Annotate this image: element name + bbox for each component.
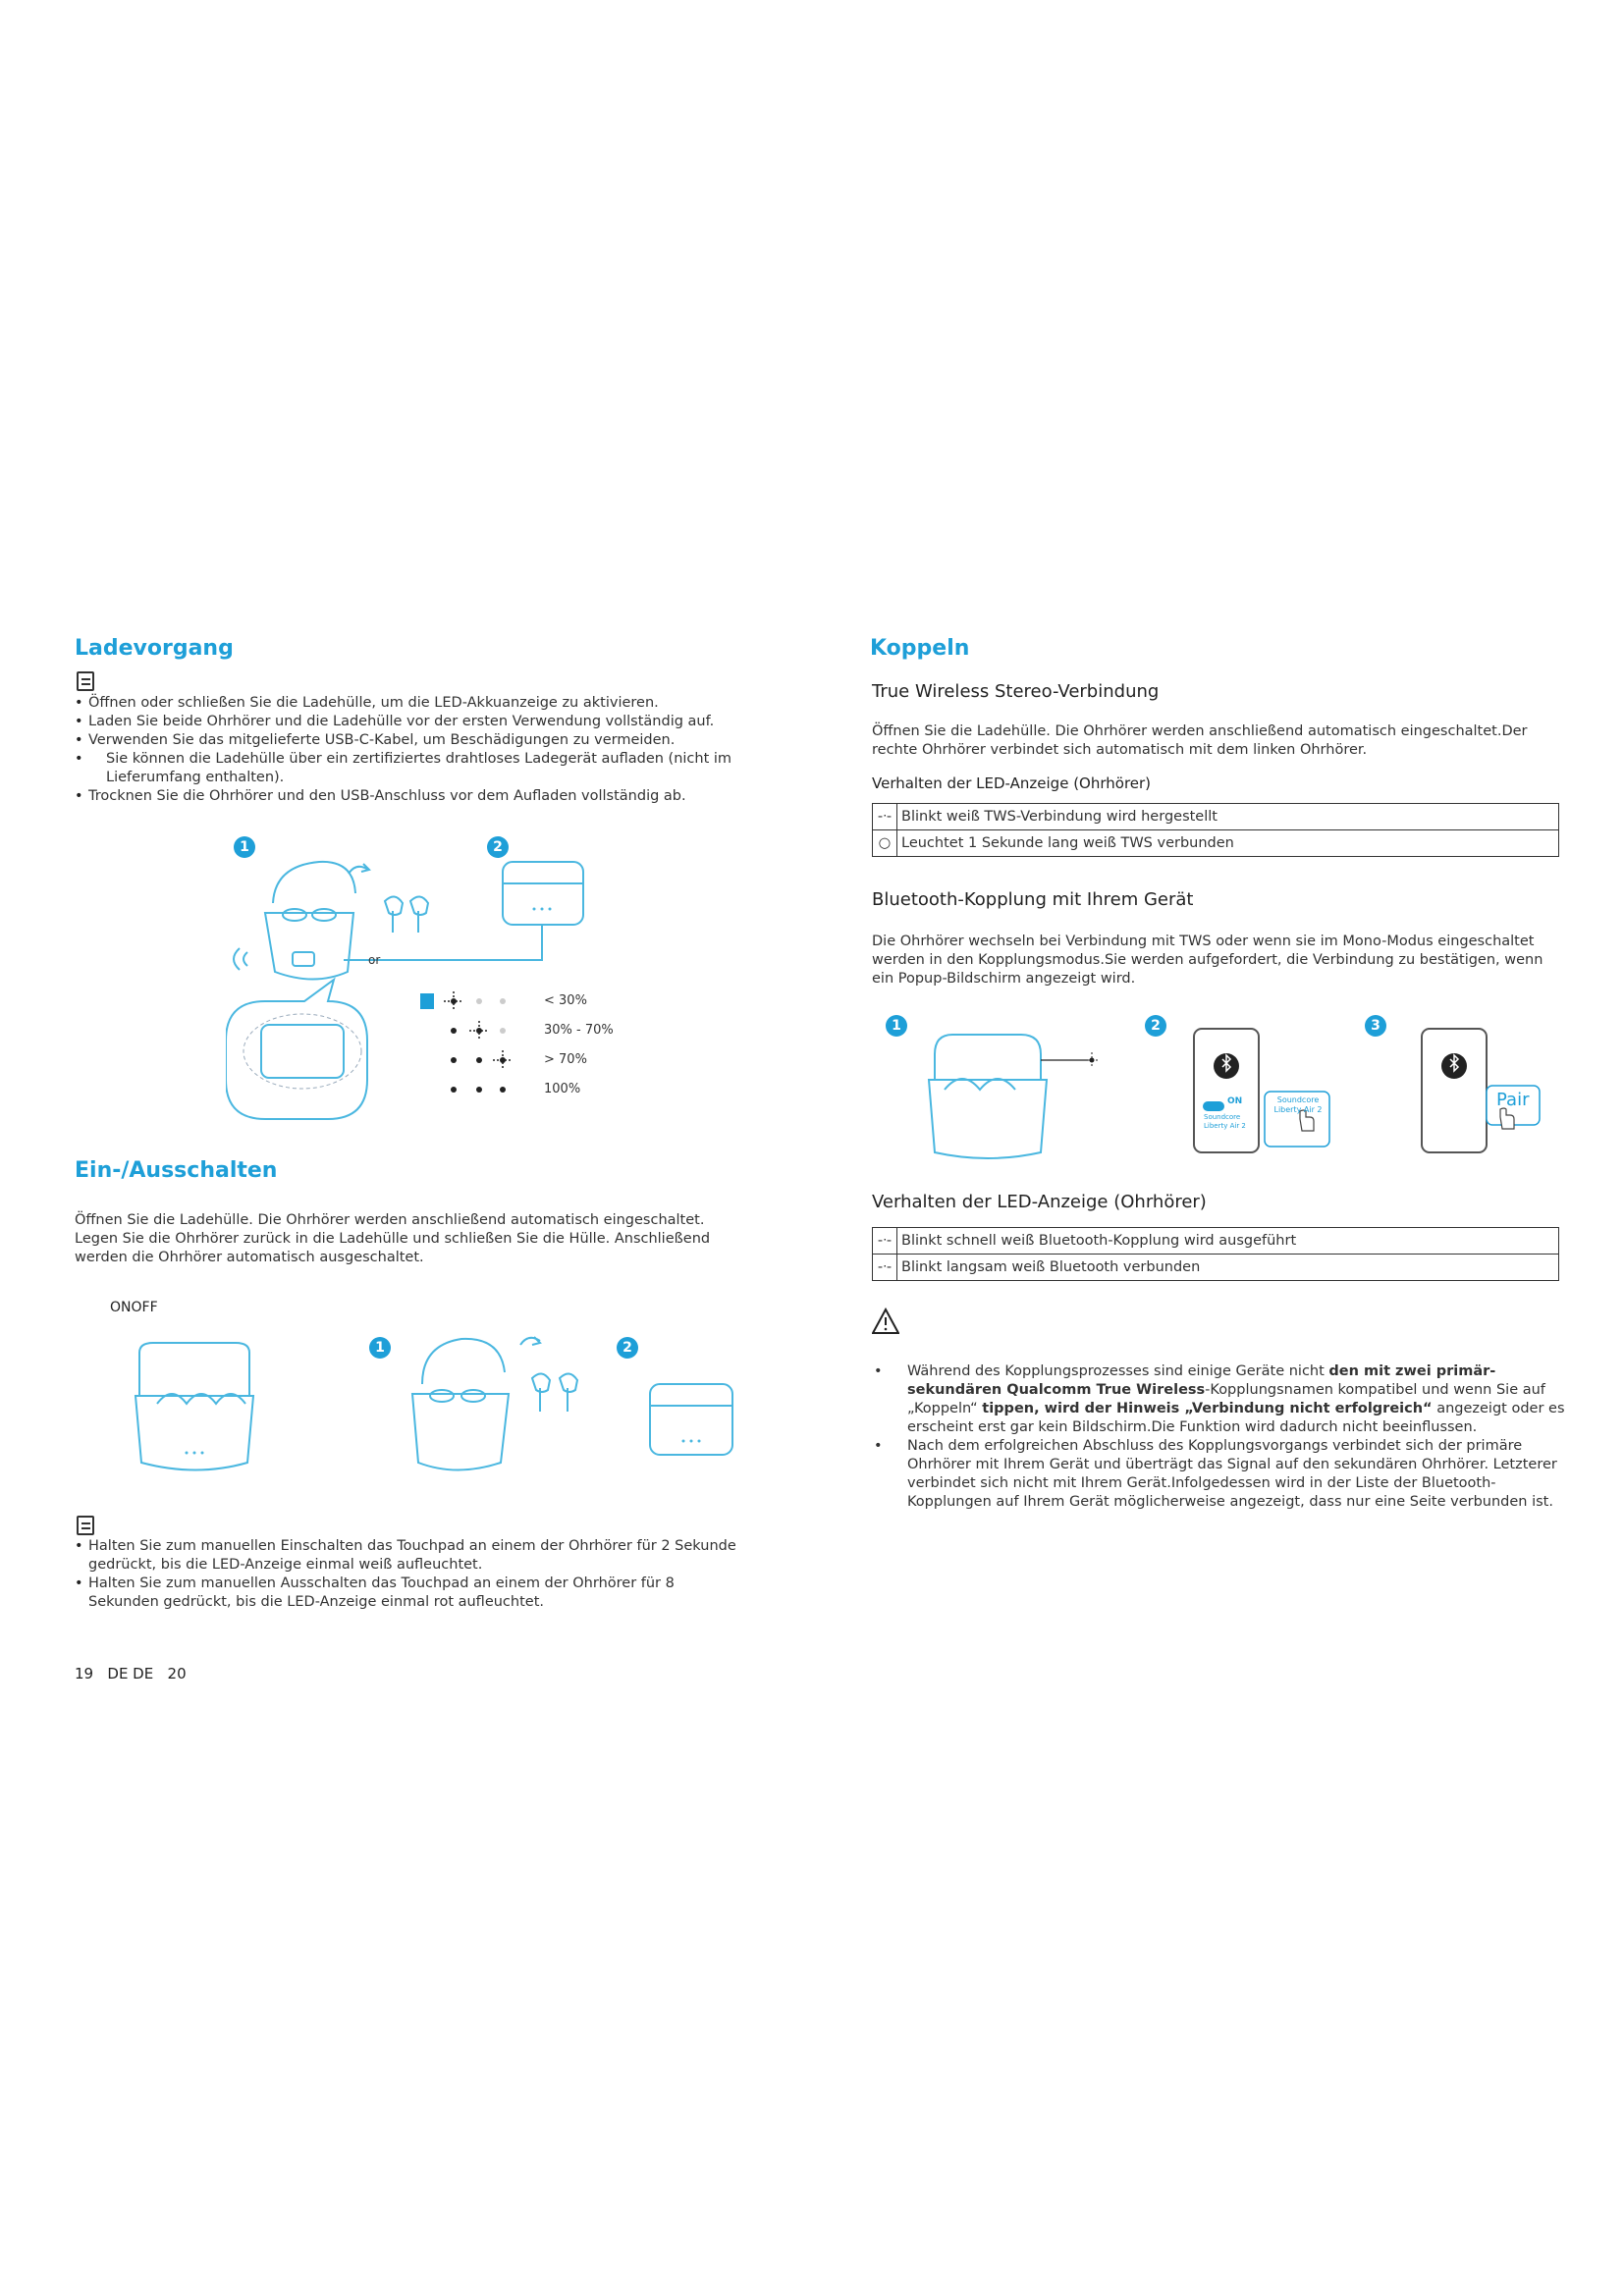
list-item: • Während des Kopplungsprozesses sind einige Geräte nicht den mit zwei primär-sekundären Qualcomm True Wireless-Kopplungsnamen kompatibel und wenn Sie auf „Koppeln“ tippen, wird der Hinweis „Verbindung nicht erfolgreich“ angezeigt oder es erscheint erst gar kein Bildschirm.Die Funktion wird dadurch nicht beeinflussen. [874, 1363, 1565, 1435]
level-label: < 30% [544, 993, 587, 1008]
power-title: Ein-/Ausschalten [75, 1158, 278, 1183]
toggle-icon [1203, 1101, 1224, 1111]
step-1-badge: 1 [886, 1015, 907, 1037]
solid-light-icon: ○ [878, 835, 892, 851]
phone-icon [1194, 1029, 1259, 1152]
or-label: or [368, 953, 381, 967]
list-item: • Halten Sie zum manuellen Ausschalten das Touchpad an einem der Ohrhörer für 8 Sekunden gedrückt, bis die LED-Anzeige einmal rot aufleuchtet. [73, 1575, 740, 1612]
step-1-badge: 1 [369, 1337, 391, 1359]
table-row: -ᐧ- Blinkt langsam weiß Bluetooth verbunden [873, 1255, 1559, 1281]
table-row: -ᐧ- Blinkt schnell weiß Bluetooth-Kopplung wird ausgeführt [873, 1228, 1559, 1255]
led-level-100 [451, 1087, 506, 1093]
level-label: 100% [544, 1082, 581, 1096]
table-row: -ᐧ- Blinkt weiß TWS-Verbindung wird hergestellt [873, 804, 1559, 830]
warning-icon [872, 1308, 899, 1335]
led-level-gt70 [451, 1050, 513, 1070]
blink-icon: -ᐧ- [877, 1233, 893, 1249]
case-lid-icon [273, 862, 355, 903]
open-case-icon [935, 1035, 1041, 1080]
charging-case-icon [412, 1394, 509, 1470]
list-item: • Laden Sie beide Ohrhörer und die Ladehülle vor der ersten Verwendung vollständig auf. [73, 713, 770, 731]
led-level-lt30 [444, 991, 506, 1011]
bt-heading: Bluetooth-Kopplung mit Ihrem Gerät [872, 889, 1194, 910]
onoff-label: ONOFF [110, 1300, 158, 1315]
wireless-icon [234, 948, 259, 970]
step-2-badge: 2 [487, 836, 509, 858]
led-table-bt [872, 1227, 1559, 1281]
led-heading: Verhalten der LED-Anzeige (Ohrhörer) [872, 774, 1152, 792]
phone-icon [1422, 1029, 1487, 1152]
power-illustration [128, 1325, 746, 1482]
open-case-icon [139, 1343, 249, 1396]
page-footer: 19 DE DE 20 [75, 1665, 187, 1682]
list-item: • Halten Sie zum manuellen Einschalten das Touchpad an einem der Ohrhörer für 2 Sekunde gedrückt, bis die LED-Anzeige einmal weiß aufleuchtet. [73, 1537, 740, 1575]
case-lid-icon [422, 1339, 505, 1384]
pair-button[interactable]: Pair [1496, 1090, 1530, 1110]
list-item: • Öffnen oder schließen Sie die Ladehülle, um die LED-Akkuanzeige zu aktivieren. [73, 694, 770, 713]
pairing-title: Koppeln [870, 636, 970, 661]
step-3-badge: 3 [1365, 1015, 1386, 1037]
usb-plug-icon [293, 952, 314, 966]
charging-case-icon [265, 913, 353, 980]
warning-bullets [872, 1362, 1567, 1512]
table-row: ○ Leuchtet 1 Sekunde lang weiß TWS verbunden [873, 830, 1559, 857]
earbud-left-icon [532, 1373, 550, 1412]
step-2-badge: 2 [1145, 1015, 1166, 1037]
list-item: • Trocknen Sie die Ohrhörer und den USB-Anschluss vor dem Aufladen vollständig ab. [73, 787, 770, 806]
earbud-right-icon [560, 1373, 577, 1412]
callout-bubble [226, 980, 367, 1119]
popup-device-name: Soundcore Liberty Air 2 [1273, 1095, 1323, 1114]
closed-case-icon [503, 862, 583, 925]
charging-bullets [73, 694, 770, 806]
list-item: • Sie können die Ladehülle über ein zertifiziertes drahtloses Ladegerät aufladen (nicht im Lieferumfang enthalten). [73, 750, 770, 787]
list-item: • Nach dem erfolgreichen Abschluss des Kopplungsvorgangs verbindet sich der primäre Ohrhörer mit Ihrem Gerät und überträgt das Signal auf den sekundären Ohrhörer. Letzterer verbindet sich nicht mit Ihrem Gerät.Infolgedessen wird in der Liste der Bluetooth-Kopplungen auf Ihrem Gerät möglicherweise angezeigt, dass nur eine Seite verbunden ist. [874, 1438, 1557, 1510]
tws-heading: True Wireless Stereo-Verbindung [872, 681, 1160, 702]
tws-paragraph: Öffnen Sie die Ladehülle. Die Ohrhörer werden anschließend automatisch eingeschaltet.Der rechte Ohrhörer verbindet sich automatisch mit dem linken Ohrhörer. [872, 723, 1528, 758]
power-paragraph: Öffnen Sie die Ladehülle. Die Ohrhörer werden anschließend automatisch eingeschaltet. Legen Sie die Ohrhörer zurück in die Ladehülle und schließen Sie die Hülle. Anschließend werden die Ohrhörer automatisch ausgeschaltet. [75, 1212, 711, 1265]
blink-icon: -ᐧ- [877, 809, 893, 825]
led-table-tws [872, 803, 1559, 857]
earbud-left-icon [385, 896, 403, 933]
list-item: • Verwenden Sie das mitgelieferte USB-C-Kabel, um Beschädigungen zu vermeiden. [73, 731, 770, 750]
level-label: 30% - 70% [544, 1023, 614, 1038]
step-2-badge: 2 [617, 1337, 638, 1359]
blink-icon: -ᐧ- [877, 1259, 893, 1275]
bt-paragraph: Die Ohrhörer wechseln bei Verbindung mit TWS oder wenn sie im Mono-Modus eingeschaltet werden in den Kopplungsmodus.Sie werden aufgefordert, die Verbindung zu bestätigen, wenn ein Popup-Bildschirm angezeigt wird. [872, 934, 1543, 987]
battery-icon [420, 993, 434, 1009]
pairing-illustration [923, 1025, 1551, 1162]
charging-title: Ladevorgang [75, 636, 234, 661]
power-bullets [73, 1537, 740, 1612]
level-label: > 70% [544, 1052, 587, 1067]
step-1-badge: 1 [234, 836, 255, 858]
toggle-on-label: ON [1227, 1096, 1243, 1106]
led-heading: Verhalten der LED-Anzeige (Ohrhörer) [872, 1192, 1207, 1212]
open-arrow-icon [349, 864, 369, 874]
earbud-right-icon [410, 896, 428, 933]
device-list-item: Soundcore Liberty Air 2 [1204, 1113, 1246, 1130]
note-icon [77, 671, 94, 691]
closed-case-icon [650, 1384, 732, 1455]
note-icon [77, 1516, 94, 1535]
led-level-30-70 [451, 1021, 506, 1041]
open-arrow-icon [520, 1337, 540, 1345]
